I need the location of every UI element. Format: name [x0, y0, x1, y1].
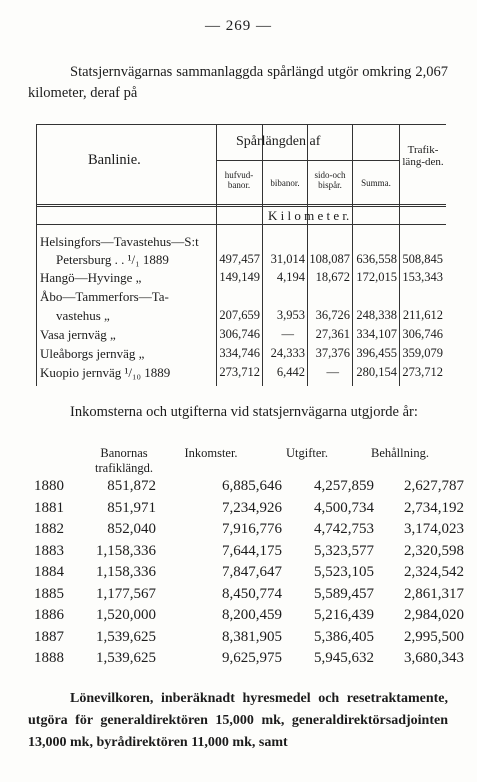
balance-cell: 2,995,500 — [404, 628, 464, 645]
row-label: Kuopio jernväg ¹/₁₀ 1889 — [40, 365, 171, 380]
expense-cell: 4,257,859 — [314, 478, 374, 494]
cell-trafik: 359,079 — [402, 346, 443, 360]
cell-summa: 334,107 — [356, 327, 397, 341]
cell-summa: 396,455 — [356, 346, 397, 360]
col-utgifter: Utgifter. — [285, 446, 328, 460]
year-cell: 1887 — [34, 628, 64, 645]
cell-bibanor: 24,333 — [270, 346, 305, 360]
cell-bibanor: 6,442 — [276, 365, 305, 379]
col-banlinie: Banlinie. — [88, 152, 141, 168]
income-cell: 7,644,175 — [222, 542, 282, 559]
col-trafik: Trafik-läng-den. — [402, 144, 444, 168]
balance-cell: 3,680,343 — [404, 650, 464, 666]
cell-trafik: 273,712 — [402, 365, 443, 379]
cell-sido: 37,376 — [315, 346, 350, 360]
cell-sido: 36,726 — [315, 308, 350, 322]
unit-rule — [36, 224, 446, 225]
col-sido: sido-och bispår. — [314, 170, 346, 190]
col-divider — [307, 124, 308, 386]
length-cell: 1,158,336 — [96, 564, 156, 580]
cell-trafik: 306,746 — [402, 327, 443, 341]
row-label: Hangö—Hyvinge „ — [40, 270, 142, 285]
length-cell: 852,040 — [107, 521, 156, 537]
year-cell: 1886 — [34, 607, 64, 623]
expense-cell: 5,323,577 — [314, 542, 374, 559]
cell-summa: 280,154 — [356, 365, 397, 379]
cell-trafik: 153,343 — [402, 270, 443, 284]
cell-summa: 172,015 — [356, 270, 397, 284]
income-cell: 7,847,647 — [222, 564, 282, 580]
col-summa: Summa. — [361, 178, 391, 188]
page-number: — 269 — — [205, 18, 272, 34]
year-cell: 1881 — [34, 499, 64, 516]
balance-cell: 2,320,598 — [404, 542, 464, 559]
col-divider — [352, 124, 353, 386]
cell-hufvud: 207,659 — [219, 308, 260, 322]
row-label: Helsingfors—Tavastehus—S:t — [40, 234, 199, 249]
header-rule — [36, 206, 446, 207]
col-divider — [399, 124, 400, 386]
income-cell: 9,625,975 — [222, 650, 282, 666]
length-cell: 851,872 — [107, 478, 156, 494]
col-divider — [262, 124, 263, 386]
col-hufvud: hufvud-banor. — [224, 170, 254, 190]
balance-cell: 2,734,192 — [404, 499, 464, 516]
header-rule — [36, 204, 446, 205]
col-trafiklangd: Banornas trafiklängd. — [95, 446, 153, 475]
length-cell: 851,971 — [107, 499, 156, 516]
cell-hufvud: 149,149 — [219, 270, 260, 284]
row-label: Vasa jernväg „ — [40, 327, 116, 342]
expense-cell: 5,589,457 — [314, 585, 374, 602]
year-cell: 1888 — [34, 650, 64, 666]
table-row — [34, 650, 464, 675]
cell-summa: 248,338 — [356, 308, 397, 322]
cell-hufvud: 306,746 — [219, 327, 260, 341]
col-inkomster: Inkomster. — [184, 446, 238, 460]
row-label: Petersburg . . ¹/₁ 1889 — [56, 252, 169, 267]
expense-cell: 4,500,734 — [314, 499, 374, 516]
balance-cell: 2,627,787 — [404, 478, 464, 494]
cell-trafik: 211,612 — [402, 308, 443, 322]
salary-text: Lönevilkoren, inberäknadt hyresmedel och resetraktamente, utgöra för generaldirektören 15,000 mk, generaldirektörsadjointen 13,000 mk, byrådirektören 11,000 mk, samt — [28, 691, 448, 750]
header-rule — [216, 160, 399, 161]
income-cell: 8,381,905 — [222, 628, 282, 645]
cell-bibanor: 4,194 — [276, 270, 305, 284]
expense-cell: 5,523,105 — [314, 564, 374, 580]
year-cell: 1882 — [34, 521, 64, 537]
track-length-table — [36, 124, 446, 386]
cell-hufvud: 334,746 — [219, 346, 260, 360]
length-cell: 1,177,567 — [96, 585, 156, 602]
row-label: Uleåborgs jernväg „ — [40, 346, 145, 361]
expense-cell: 5,216,439 — [314, 607, 374, 623]
row-label: vastehus „ — [56, 308, 110, 323]
cell-bibanor: — — [281, 327, 294, 341]
intro-paragraph — [28, 62, 448, 104]
col-divider — [216, 124, 217, 386]
expense-cell: 4,742,753 — [314, 521, 374, 537]
cell-hufvud: 497,457 — [219, 252, 260, 266]
year-cell: 1885 — [34, 585, 64, 602]
cell-summa: 636,558 — [356, 252, 397, 266]
cell-sido: 108,087 — [309, 252, 350, 266]
cell-sido: 27,361 — [315, 327, 350, 341]
balance-cell: 3,174,023 — [404, 521, 464, 537]
col-behallning: Behållning. — [371, 446, 429, 460]
length-cell: 1,158,336 — [96, 542, 156, 559]
balance-cell: 2,861,317 — [404, 585, 464, 602]
income-intro-text: Inkomsterna och utgifterna vid statsjernvägarna utgjorde år: — [70, 404, 418, 420]
salary-paragraph — [28, 688, 448, 754]
cell-bibanor: 31,014 — [270, 252, 305, 266]
length-cell: 1,539,625 — [96, 650, 156, 666]
balance-cell: 2,324,542 — [404, 564, 464, 580]
year-cell: 1883 — [34, 542, 64, 559]
income-cell: 6,885,646 — [222, 478, 282, 494]
row-label: Åbo—Tammerfors—Ta- — [40, 289, 169, 304]
income-cell: 8,200,459 — [222, 607, 282, 623]
intro-text: Statsjernvägarnas sammanlaggda spårlängd utgör omkring 2,067 kilometer, deraf på — [28, 64, 448, 101]
expense-cell: 5,386,405 — [314, 628, 374, 645]
col-bibanor: bibanor. — [270, 178, 300, 188]
year-cell: 1884 — [34, 564, 64, 580]
income-cell: 7,916,776 — [222, 521, 282, 537]
income-paragraph — [28, 402, 448, 423]
year-cell: 1880 — [34, 478, 64, 494]
income-cell: 8,450,774 — [222, 585, 282, 602]
cell-sido: 18,672 — [315, 270, 350, 284]
cell-trafik: 508,845 — [402, 252, 443, 266]
unit-label: K i l o m e t e r. — [268, 208, 350, 223]
col-sparlangd: Spårlängden af — [236, 134, 321, 149]
length-cell: 1,520,000 — [96, 607, 156, 623]
balance-cell: 2,984,020 — [404, 607, 464, 623]
length-cell: 1,539,625 — [96, 628, 156, 645]
cell-bibanor: 3,953 — [276, 308, 305, 322]
cell-hufvud: 273,712 — [219, 365, 260, 379]
cell-sido: — — [326, 365, 339, 379]
income-cell: 7,234,926 — [222, 499, 282, 516]
expense-cell: 5,945,632 — [314, 650, 374, 666]
